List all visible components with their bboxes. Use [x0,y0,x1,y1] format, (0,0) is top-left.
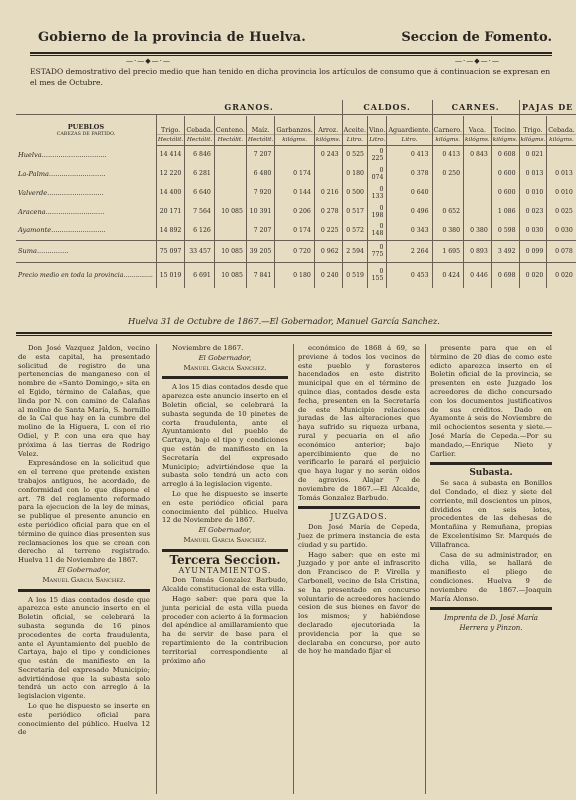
price-cell: 0 010 [547,183,576,202]
town-name: Ayamonte.......................... [18,226,106,235]
paragraph: Hago saber: que para que la junta pericial de esta villa pueda proceder con acierto á la formacion del apéndice al amillaramiento que ha de servir de base para el repartimiento de la contribucion territorial correspondiente al próximo año [162,594,288,665]
town-name: Precio medio en toda la provincia............... [16,262,156,288]
town-name: Aracena............................ [18,207,105,216]
paragraph: Lo que he dispuesto se inserte en este periódico oficial para conocimiento del público. Huelva 12 de [18,702,150,737]
price-cell: 0 243 [314,145,342,164]
subsection-heading: JUZGADOS. [330,512,388,522]
price-cell: 0 250 [432,164,463,183]
price-cell: 0 025 [547,202,576,221]
price-cell: 6 846 [185,145,215,164]
unit-header: Litro. [368,134,387,145]
col-header: Carnero. [432,116,463,134]
price-cell: 0 206 [275,202,315,221]
price-cell: 12 220 [156,164,184,183]
price-cell: 10 085 [214,262,246,288]
price-cell: 6 126 [185,221,215,240]
intro-text: ESTADO demostrativo del precio medio que han tenido en dicha provincia los artículos de consumo que á continuacion se expresan en el mes de Octubre. [30,67,551,87]
subsection-heading: AYUNTAMIENTOS. [178,565,272,575]
price-cell: 0 023 [519,202,547,221]
price-cell: 14 400 [156,183,184,202]
price-cell: 6 691 [185,262,215,288]
price-cell: 0 174 [275,221,315,240]
divider [162,549,288,552]
unit-header: kilógms. [432,134,463,145]
pueblos-label: PUEBLOS [67,122,105,131]
col-header: Tocino. [491,116,519,134]
unit-header: kilógms. [464,134,492,145]
paragraph: Lo que he dispuesto se inserte en este periódico oficial para conocimiento del público. Huelva 12 de Noviembre de 1867. [162,489,288,525]
price-cell: 0 413 [432,145,463,164]
unit-header: kilógms. [519,134,547,145]
price-cell: 3 492 [491,240,519,262]
price-cell: 1 086 [491,202,519,221]
price-cell: 0 598 [491,221,519,240]
price-cell: 0 517 [342,202,367,221]
price-cell: 0 240 [314,262,342,288]
price-cell: 0 216 [314,183,342,202]
price-cell: 0 020 [519,262,547,288]
price-cell: 7 841 [246,262,274,288]
table-row [16,202,576,221]
price-cell: 0 225 [368,145,387,164]
group-caldos: CALDOS. [342,100,432,114]
column-divider [425,344,426,794]
price-cell: 33 457 [185,240,215,262]
col-header: Centeno. [214,116,246,134]
price-cell: 0 608 [491,145,519,164]
paragraph: Hago saber: que en este mi Juzgado y por ante el infrascrito don Francisco de P. Virella y Carbonell, vecino de Isla Cristina, se ha presentado en concurso voluntario de acreedores haciendo cesion de sus bienes en favor de los mismos; y habiéndose declarado ejecutoriada la providencia por la que se declaraba en concurso, por auto de hoy he mandado fijar el [298,550,420,656]
signature-title: El Gobernador, [198,526,252,535]
price-cell: 0 519 [342,262,367,288]
price-cell: 0 600 [491,183,519,202]
col-header: Aceite. [342,116,367,134]
price-cell: 0 380 [464,221,492,240]
price-cell: 0 640 [387,183,432,202]
price-cell: 0 775 [368,240,387,262]
price-cell: 10 085 [214,202,246,221]
price-cell: 0 278 [314,202,342,221]
price-cell: 0 074 [368,164,387,183]
price-cell [547,145,576,164]
price-cell [464,202,492,221]
table-signoff: Huelva 31 de Octubre de 1867.—El Gobernador, Manuel García Sanchez. [128,316,440,326]
price-cell: 0 500 [342,183,367,202]
pueblos-sublabel: CABEZAS DE PARTIDO. [56,131,116,137]
paragraph: Noviembre de 1867. [172,344,244,352]
signature-name: Manuel Garcia Sanchez. [183,535,267,544]
price-cell: 0 572 [342,221,367,240]
price-cell: 0 180 [275,262,315,288]
unit-header: Hectólit. [185,134,215,145]
unit-header: Litro. [342,134,367,145]
town-name: La-Palma........................... [18,169,106,178]
col-header: Maíz. [246,116,274,134]
group-granos: GRANOS. [224,101,274,112]
price-cell [432,183,463,202]
signoff-rule [16,332,552,336]
divider [162,376,288,379]
paragraph: A los 15 dias contados desde que aparezca este anuncio inserto en el Boletin oficial, se celebrará la subasta segunda de 16 pinos procedentes de corta fraudulenta, ante el Ayuntamiento del pueblo de Cartaya, bajo el tipo y condiciones que están de manifiesto en la Secretaría del expresado Municipio; advirtiéndose que la subasta solo tendrá un acto con arreglo á la legislacion vigente. [18,595,150,701]
imprint-line-1: Imprenta de D. José María [444,614,538,623]
price-cell [214,183,246,202]
paragraph: Casa de su administrador, en dicha villa, se hallará de manifiesto el pliego de condiciones. Huelva 9 de noviembre de 1867.—Joaquin María Alonso. [430,550,552,603]
price-cell: 1 695 [432,240,463,262]
price-cell: 7 920 [246,183,274,202]
table-row [16,221,576,240]
column-3 [298,344,420,794]
divider [298,506,420,509]
col-header: Trigo. [519,116,547,134]
price-cell: 0 378 [387,164,432,183]
town-name: Valverde........................... [18,188,104,197]
price-cell: 0 078 [547,240,576,262]
price-cell: 0 380 [432,221,463,240]
price-cell: 0 030 [547,221,576,240]
header-rule [30,52,552,56]
table-row [16,145,576,164]
col-header: Vaca. [464,116,492,134]
price-cell: 0 652 [432,202,463,221]
divider [430,607,552,610]
col-header: Trigo. [156,116,184,134]
ornament-right: —·—◆—·— [455,57,500,65]
price-cell: 0 893 [464,240,492,262]
table-body [16,145,576,288]
table-row [16,240,576,262]
signature-title: El Gobernador, [57,565,111,574]
subasta-heading: Subasta. [469,468,513,479]
price-cell: 6 480 [246,164,274,183]
unit-header: kilógms. [547,134,576,145]
price-cell [275,145,315,164]
price-cell [214,164,246,183]
paragraph: Expresándose en la solicitud que en el terreno que pretende existen trabajos antiguos, he acordado, de conformidad con lo que dispone el art. 78 del reglamento reformado para la ejecucion de la ley de minas, se publique el presente anuncio en este periódico oficial para que en el término de quince dias presenten sus reclamaciones los que se crean con derecho al terreno registrado. Huelva 11 de Noviembre de 1867. [18,459,150,565]
price-cell: 2 594 [342,240,367,262]
unit-header: kilógms. [314,134,342,145]
price-table-grid [16,100,576,288]
price-cell: 0 020 [547,262,576,288]
price-cell: 0 174 [275,164,315,183]
price-cell: 0 600 [491,164,519,183]
col-header: Vino. [368,116,387,134]
unit-header: Litro. [387,134,432,145]
table-row [16,262,576,288]
price-cell: 0 155 [368,262,387,288]
price-cell: 20 171 [156,202,184,221]
price-cell: 14 892 [156,221,184,240]
price-cell: 0 099 [519,240,547,262]
paragraph: Don José María de Cepeda, Juez de primera instancia de esta ciudad y su partido. [298,523,420,549]
column-divider [293,344,294,794]
price-cell: 0 446 [464,262,492,288]
price-cell: 0 021 [519,145,547,164]
price-cell: 0 525 [342,145,367,164]
price-cell: 39 205 [246,240,274,262]
price-cell: 0 343 [387,221,432,240]
price-cell: 10 391 [246,202,274,221]
group-pajas: PAJAS DE [519,100,576,114]
section-title: Seccion de Fomento. [401,30,552,45]
column-1 [18,344,150,794]
price-cell: 10 085 [214,240,246,262]
price-cell: 0 962 [314,240,342,262]
price-cell: 0 496 [387,202,432,221]
price-cell: 6 640 [185,183,215,202]
divider [430,462,552,465]
price-cell: 0 843 [464,145,492,164]
price-cell: 14 414 [156,145,184,164]
col-header: Aguardiente. [387,116,432,134]
paragraph: presente para que en el término de 20 dias de como este edicto aparezca inserto en el Boletin oficial de la provincia, se presenten en este Juzgado los acreedores de dicho concursado con los documentos justificativos de sus créditos. Dado en Ayamonte á seis de Noviembre de mil ochocientos sesenta y siete.—José María de Cepeda.—Por su mandado,—Enrique Nieto y Carlier. [430,344,552,458]
price-cell: 0 413 [387,145,432,164]
price-cell: 7 564 [185,202,215,221]
imprint-line-2: Herrera y Pinzon. [459,624,523,633]
price-cell [314,164,342,183]
col-header: Cebada. [547,116,576,134]
price-cell: 0 148 [368,221,387,240]
price-cell: 0 013 [547,164,576,183]
table-row [16,183,576,202]
table-row [16,164,576,183]
price-cell [214,145,246,164]
price-cell: 0 424 [432,262,463,288]
paragraph: Se saca á subasta en Bonillos del Condado, el diez y siete del corriente, mil doscientos un pinos, divididos en seis lotes, procedentes de las dehesas de Montañina y Remuñana, propias de Excelentísimo Sr. Marqués de Villafranca. [430,479,552,549]
price-cell [464,183,492,202]
unit-header: kilógms. [491,134,519,145]
group-carnes: CARNES. [432,100,519,114]
col-header: Arroz. [314,116,342,134]
group-spacer [16,100,156,114]
column-2 [162,344,288,794]
paragraph: A los 15 dias contados desde que aparezca este anuncio inserto en el Boletin oficial, se celebrará la subasta segunda de 10 pinetes de corta fraudulenta, ante el Ayuntamiento del pueblo de Cartaya, bajo el tipo y condiciones que están de manifiesto en la Secretaría del expresado Municipio; advirtiéndose que la subasta solo tendrá un acto con arreglo á la legislacion vigente. [162,383,288,489]
price-cell: 2 264 [387,240,432,262]
town-name: Huelva............................... [18,150,107,159]
price-cell: 0 198 [368,202,387,221]
price-cell: 0 030 [519,221,547,240]
unit-header: Hectólit. [156,134,184,145]
masthead-title: Gobierno de la provincia de Huelva. [38,30,307,45]
section-heading: Tercera Seccion. [169,552,281,567]
town-name: Suma............... [16,240,156,262]
col-header: Cebada. [185,116,215,134]
col-header: Garbanzos. [275,116,315,134]
price-cell: 0 225 [314,221,342,240]
divider [18,589,150,592]
price-cell: 0 720 [275,240,315,262]
price-cell: 0 144 [275,183,315,202]
price-cell: 0 013 [519,164,547,183]
price-cell: 0 453 [387,262,432,288]
unit-header: kilógms. [275,134,315,145]
column-4 [430,344,552,794]
ornament-left: —·—◆—·— [126,57,171,65]
column-divider [156,344,157,794]
paragraph: económico de 1868 á 69, se previene á todos los vecinos de este pueblo y forasteros hacendados en este distrito municipal que en el término de quince dias, contados desde esta fecha, presenten en la Secretaría de este Municipio relaciones juradas de las alteraciones que haya sufrido su riqueza urbana, rural y pecuaria en el año económico anterior; bajo apercibimiento que de no verificarlo le parará el perjuicio que haya lugar y no serán oidos de agravios. Alajar 7 de noviembre de 1867.—El Alcalde, Tomás Gonzalez Barbudo. [298,344,420,502]
price-cell [214,221,246,240]
price-cell: 0 698 [491,262,519,288]
price-cell: 0 133 [368,183,387,202]
signature-name: Manuel Garcia Sanchez. [183,363,267,372]
price-cell [464,164,492,183]
signature-title: El Gobernador, [198,353,252,362]
paragraph: Don Tomás Gonzalez Barbudo, Alcalde constitucional de esta villa. [162,576,288,594]
price-cell: 6 281 [185,164,215,183]
price-cell: 7 207 [246,145,274,164]
pueblos-header [16,116,156,145]
signature-name: Manuel Garcia Sanchez. [42,575,126,584]
price-cell: 7 207 [246,221,274,240]
price-cell: 15 019 [156,262,184,288]
price-table [16,100,575,310]
unit-header: Hectólit. [214,134,246,145]
unit-header: Hectólit. [246,134,274,145]
price-cell: 0 180 [342,164,367,183]
price-cell: 75 097 [156,240,184,262]
paragraph: Don José Vazquez Jaldon, vecino de esta capital, ha presentado solicitud de registro de una pertenencias de manganeso con el nombre de «Santo Domingo,» sita en el Egido, término de Calañas, que linda por N. con camino de Calañas al molino de Santa María, S. hornillo de la Cal que hay en la cumbre del molino de la Higuera, L con el rio Odiel, y P. con una era que hay próxima á las tierras de Rodrigo Velez. [18,344,150,458]
price-cell: 0 010 [519,183,547,202]
